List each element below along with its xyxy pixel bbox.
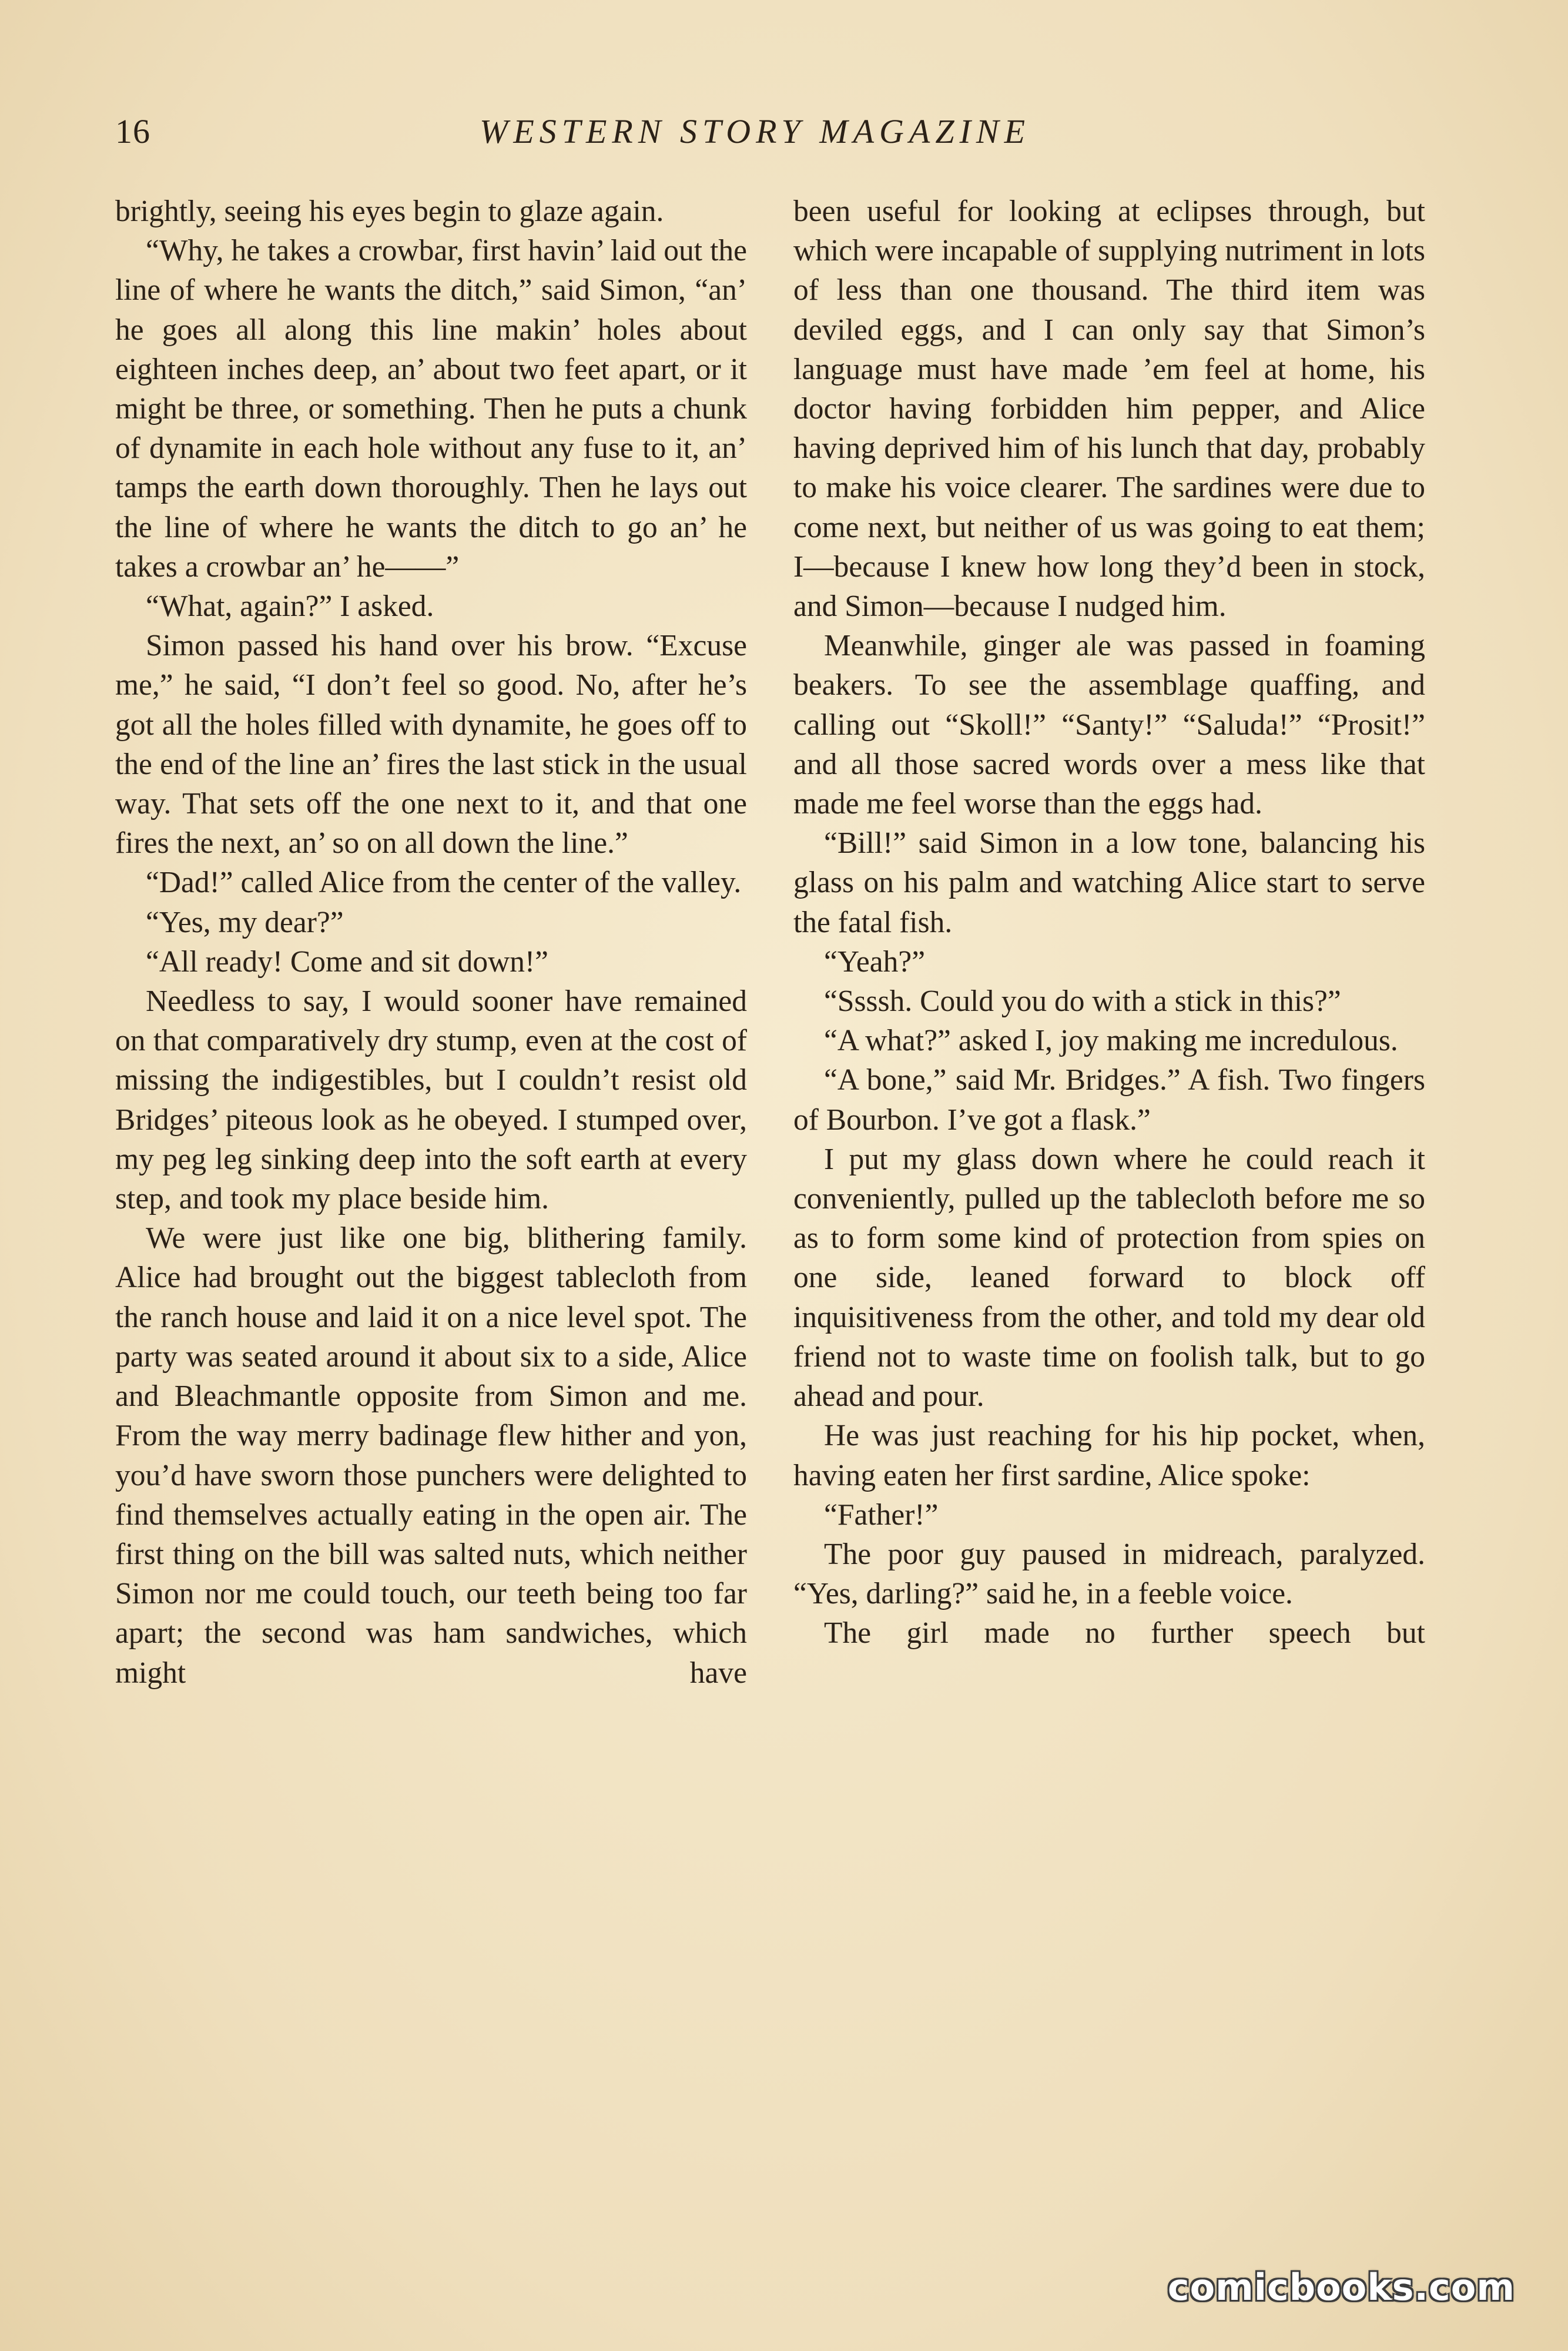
paragraph: “Yes, my dear?” bbox=[146, 905, 344, 939]
paragraph: “Dad!” called Alice from the center of the valley. bbox=[146, 866, 742, 900]
left-column bbox=[115, 192, 747, 1693]
paragraph: I put my glass down where he could reach it conveniently, pulled up the tablecloth before me so as to form some kind of protection from spies on one side, leaned forward to block off inquisitiveness from the other, and told my dear old friend not to waste time on foolish talk, but to go ahead and pour. bbox=[793, 1142, 1425, 1414]
page-header bbox=[115, 112, 1056, 165]
paragraph: “Yeah?” bbox=[824, 945, 926, 979]
paragraph: He was just reaching for his hip pocket, when, having eaten her first sardine, Alice spoke: bbox=[793, 1419, 1425, 1492]
paragraph: “Ssssh. Could you do with a stick in this?” bbox=[824, 984, 1341, 1019]
paragraph: We were just like one big, blithering family. Alice had brought out the biggest tablecloth from the ranch house and laid it on a nice level spot. The party was seated around it about six to a side, Alice and Bleachmantle opposite from Simon and me. From the way merry badinage flew hither and yon, you’d have sworn those punchers were delighted to find themselves actually eating in the open air. The first thing on the bill was salted nuts, which neither Simon nor me could touch, our teeth being too far apart; the second was ham sandwiches, which might have bbox=[115, 1221, 747, 1690]
paragraph: “Why, he takes a crowbar, first havin’ laid out the line of where he wants the ditch,” said Simon, “an’ he goes all along this line makin’ holes about eighteen inches deep, an’ about two feet apart, or it might be three, or something. Then he puts a chunk of dynamite in each hole without any fuse to it, an’ tamps the earth down thoroughly. Then he lays out the line of where he wants the ditch to go an’ he takes a crowbar an’ he——” bbox=[115, 234, 747, 584]
paragraph: “All ready! Come and sit down!” bbox=[146, 945, 549, 979]
paragraph: “A what?” asked I, joy making me incredulous. bbox=[824, 1024, 1398, 1058]
paragraph: been useful for looking at eclipses through, but which were incapable of supplying nutriment in lots of less than one thousand. The third item was deviled eggs, and I can only say that Simon’s language must have made ’em feel at home, his doctor having forbidden him pepper, and Alice having deprived him of his lunch that day, probably to make his voice clearer. The sardines were due to come next, but neither of us was going to eat them; I—because I knew how long they’d been in stock, and Simon—because I nudged him. bbox=[793, 195, 1425, 624]
paragraph: brightly, seeing his eyes begin to glaze again. bbox=[115, 195, 664, 228]
paragraph: Meanwhile, ginger ale was passed in foaming beakers. To see the assemblage quaffing, and calling out “Skoll!” “Santy!” “Saluda!” “Prosit!” and all those sacred words over a mess like that made me feel worse than the eggs had. bbox=[793, 629, 1425, 821]
site-watermark: comicbooks.com bbox=[1167, 2266, 1515, 2309]
paragraph: “A bone,” said Mr. Bridges.” A fish. Two fingers of Bourbon. I’ve got a flask.” bbox=[793, 1063, 1425, 1137]
page-number: 16 bbox=[115, 112, 150, 150]
right-column bbox=[793, 192, 1425, 1653]
paragraph: “Father!” bbox=[824, 1498, 939, 1532]
paragraph: Needless to say, I would sooner have remained on that comparatively dry stump, even at the cost of missing the indigestibles, but I couldn’t resist old Bridges’ piteous look as he obeyed. I stumped over, my peg leg sinking deep into the soft earth at every step, and took my place beside him. bbox=[115, 984, 747, 1216]
running-head: WESTERN STORY MAGAZINE bbox=[480, 112, 1031, 150]
paragraph: Simon passed his hand over his brow. “Excuse me,” he said, “I don’t feel so good. No, after he’s got all the holes filled with dynamite, he goes off to the end of the line an’ fires the last stick in the usual way. That sets off the one next to it, and that one fires the next, an’ so on all down the line.” bbox=[115, 629, 747, 860]
paragraph: “What, again?” I asked. bbox=[146, 590, 434, 624]
paragraph: The girl made no further speech but bbox=[824, 1616, 1425, 1650]
paragraph: The poor guy paused in midreach, paralyzed. “Yes, darling?” said he, in a feeble voice. bbox=[793, 1537, 1425, 1611]
paragraph: “Bill!” said Simon in a low tone, balancing his glass on his palm and watching Alice start to serve the fatal fish. bbox=[793, 826, 1425, 939]
